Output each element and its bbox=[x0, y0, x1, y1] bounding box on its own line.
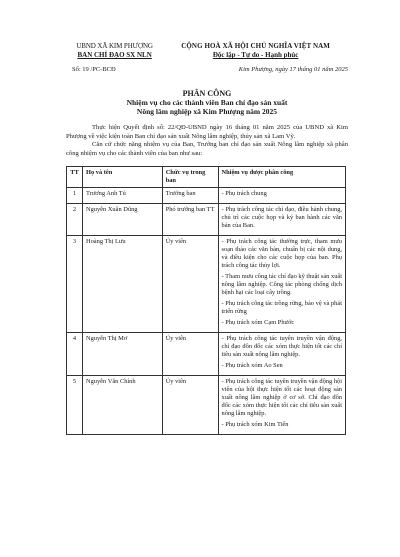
intro-paragraph-1: Thực hiện Quyết định số: 22/QĐ-UBND ngày 16 tháng 01 năm 2025 của UBND xã Kim Phượng về việc kiện toàn Ban chỉ đạo sản xuất Nông lâm nghiệp, thủy sản xã Lam Vỹ. bbox=[66, 124, 348, 140]
document-header bbox=[66, 42, 348, 60]
title-line2: Nhiệm vụ cho các thành viên Ban chỉ đạo sản xuất bbox=[126, 98, 288, 107]
cell-role: Ủy viên bbox=[162, 333, 218, 376]
task-item: - Phụ trách xóm Ao Sen bbox=[221, 362, 283, 370]
cell-role: Phó trưởng ban TT bbox=[162, 204, 218, 236]
cell-name: Nguyễn Văn Chính bbox=[82, 376, 162, 435]
table-row bbox=[67, 333, 346, 376]
table-row bbox=[67, 376, 346, 435]
table-row bbox=[67, 236, 346, 333]
cell-tasks bbox=[218, 204, 345, 236]
header-role: Chức vụ trong ban bbox=[162, 167, 218, 188]
header-task: Nhiệm vụ được phân công bbox=[218, 167, 345, 188]
task-item: - Phụ trách công tác trồng rừng, bảo vệ và phát triển rừng bbox=[221, 300, 342, 316]
cell-tt: 3 bbox=[67, 236, 83, 333]
issuing-organization bbox=[66, 42, 163, 60]
assignment-table bbox=[66, 166, 346, 435]
task-item: - Phụ trách xóm Cạm Phước bbox=[221, 319, 295, 327]
cell-tt: 5 bbox=[67, 376, 83, 435]
cell-name: Nguyễn Xuân Dũng bbox=[82, 204, 162, 236]
task-item: - Phụ trách công tác tuyên truyền vận động hội viên của hội thực hiện tốt các hoạt động sản xuất nông lâm nghiệp ở cơ sở. Chỉ đạo đôn đốc các xóm thực hiện tốt các chỉ tiêu sản xuất nông lâm nghiệp. bbox=[221, 378, 342, 418]
task-item: - Phụ trách công tác chỉ đạo, điều hành chung, chủ trì các cuộc họp và ký ban hành các văn bản của Ban. bbox=[221, 206, 342, 230]
cell-role: Ủy viên bbox=[162, 376, 218, 435]
document-date: Kim Phượng, ngày 17 tháng 01 năm 2025 bbox=[238, 66, 348, 73]
national-motto bbox=[163, 42, 348, 60]
cell-tt: 2 bbox=[67, 204, 83, 236]
header-name: Họ và tên bbox=[82, 167, 162, 188]
cell-role: Trưởng ban bbox=[162, 188, 218, 204]
nation-name: CỘNG HOÀ XÃ HỘI CHỦ NGHĨA VIỆT NAM bbox=[181, 42, 331, 50]
document-title bbox=[66, 89, 348, 116]
intro-text bbox=[66, 124, 348, 158]
org-name-line2: BAN CHỈ ĐẠO SX NLN bbox=[77, 51, 152, 59]
document-number: Số: 19 /PC-BCĐ bbox=[72, 66, 116, 73]
cell-name: Nguyễn Thị Mơ bbox=[82, 333, 162, 376]
cell-tasks bbox=[218, 188, 345, 204]
header-tt: TT bbox=[67, 167, 83, 188]
task-item: - Phụ trách công tác tuyên truyền vận động, chỉ đạo đôn đốc các xóm thực hiện tốt các chỉ tiêu sản xuất nông lâm nghiệp. bbox=[221, 335, 342, 359]
org-name-line1: UBND XÃ KIM PHƯỢNG bbox=[76, 42, 153, 50]
cell-tt: 1 bbox=[67, 188, 83, 204]
cell-tt: 4 bbox=[67, 333, 83, 376]
task-item: - Tham mưu công tác chỉ đạo kỹ thuật sản xuất nông lâm nghiệp. Công tác phòng chống dịch bệnh hại các loại cây trồng. bbox=[221, 273, 342, 297]
cell-tasks bbox=[218, 376, 345, 435]
cell-name: Trương Anh Tú bbox=[82, 188, 162, 204]
title-line1: PHÂN CÔNG bbox=[182, 89, 232, 98]
table-header-row bbox=[67, 167, 346, 188]
task-item: - Phụ trách chung bbox=[221, 190, 267, 198]
cell-role: Ủy viên bbox=[162, 236, 218, 333]
task-item: - Phụ trách công tác thường trực, tham mưu soạn thảo các văn bản, chuẩn bị các nội dung, và điều kiện cho các cuộc họp của ban. Phụ trách công tác thủy lợi. bbox=[221, 238, 342, 270]
title-line3: Nông lâm nghiệp xã Kim Phượng năm 2025 bbox=[136, 107, 278, 116]
cell-tasks bbox=[218, 236, 345, 333]
task-item: - Phụ trách xóm Kim Tiến bbox=[221, 421, 289, 429]
cell-name: Hoàng Thị Lưu bbox=[82, 236, 162, 333]
table-row bbox=[67, 204, 346, 236]
table-row bbox=[67, 188, 346, 204]
motto: Độc lập - Tự do - Hạnh phúc bbox=[212, 51, 299, 59]
intro-paragraph-2: Căn cứ chức năng nhiệm vụ của Ban, Trưởng ban chỉ đạo sản xuất Nông lâm nghiệp xã phân công nhiệm vụ cho các thành viên của ban như sau: bbox=[66, 141, 348, 157]
doc-meta-row bbox=[66, 66, 348, 73]
cell-tasks bbox=[218, 333, 345, 376]
